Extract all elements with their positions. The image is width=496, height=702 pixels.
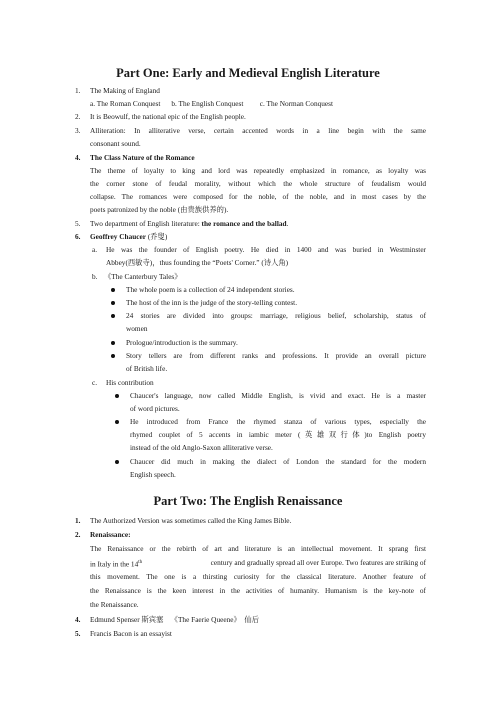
- contribution-bullet-2: He introduced from France the rhymed stanza of various types, especially the: [130, 417, 426, 426]
- renaissance-para-line-5: the Renaissance.: [90, 600, 139, 609]
- bullet-icon: [115, 460, 119, 464]
- contribution-bullet-3-cont: English speech.: [130, 470, 176, 479]
- item-1-number: 1.: [75, 86, 81, 95]
- renaissance-para-line-1: The Renaissance or the rebirth of art and literature is an intellectual movement. It sprang first: [90, 544, 426, 553]
- p2-item-4-text: Edmund Spenser 斯宾塞 《The Faerie Queene》 仙后: [90, 615, 260, 624]
- renaissance-heading: Renaissance:: [90, 530, 131, 539]
- conquest-list: a. The Roman Conquest b. The English Conquest c. The Norman Conquest: [90, 99, 334, 108]
- item-3-text: Alliteration: In alliterative verse, certain accented words in a line begin with the same: [90, 126, 426, 135]
- romance-para-line-2: the corner stone of feudal morality, without which the whole structure of feudalism would: [90, 179, 426, 188]
- part-two-title: Part Two: The English Renaissance: [153, 494, 343, 508]
- tales-bullet-5: Story tellers are from different ranks and professions. It provide an overall picture: [126, 351, 426, 360]
- item-4-heading: The Class Nature of the Romance: [90, 153, 195, 162]
- contribution-bullet-2-cont-2: instead of the old Anglo-Saxon alliterative verse.: [130, 443, 273, 452]
- item-4-number: 4.: [75, 153, 81, 162]
- renaissance-para-line-3: this movement. The one is a thirsting curiosity for the classical literature. Another feature of: [90, 572, 426, 581]
- bullet-icon: [111, 341, 115, 345]
- p2-item-5-text: Francis Bacon is an essayist: [90, 629, 172, 638]
- bullet-icon: [115, 394, 119, 398]
- bullet-icon: [111, 301, 115, 305]
- p2-item-5-number: 5.: [75, 629, 81, 638]
- tales-bullet-1: The whole poem is a collection of 24 independent stories.: [126, 285, 295, 294]
- renaissance-para-line-2: in Italy in the 14th century and gradually spread all over Europe. Two features are striking of: [90, 558, 426, 569]
- item-2-text: It is Beowulf, the national epic of the English people.: [90, 112, 246, 121]
- item-3-number: 3.: [75, 126, 81, 135]
- contribution-bullet-2-cont-1: rhymed couplet of 5 accents in iambic meter (英雄双行体)to English poetry: [130, 430, 426, 439]
- item-5-number: 5.: [75, 219, 81, 228]
- p2-item-2-number: 2.: [75, 530, 81, 539]
- tales-bullet-4: Prologue/introduction is the summary.: [126, 338, 238, 347]
- bullet-icon: [111, 288, 115, 292]
- tales-bullet-3-cont: women: [126, 324, 148, 333]
- item-2-number: 2.: [75, 112, 81, 121]
- chaucer-c-label: c.: [92, 378, 98, 387]
- contribution-bullet-1: Chaucer's language, now called Middle English, is vivid and exact. He is a master: [130, 391, 426, 400]
- contribution-heading: His contribution: [106, 378, 154, 387]
- bullet-icon: [111, 354, 115, 358]
- item-1-text: The Making of England: [90, 86, 160, 95]
- tales-bullet-5-cont: of British life.: [126, 364, 168, 373]
- tales-bullet-3: 24 stories are divided into groups: marriage, religious belief, scholarship, status of: [126, 311, 426, 320]
- contribution-bullet-1-cont: of word pictures.: [130, 404, 180, 413]
- romance-para-line-3: collapse. The romances were composed for the noble, of the noble, and in most cases by the: [90, 192, 426, 201]
- item-6-heading: Geoffrey Chaucer (乔叟): [90, 232, 168, 241]
- chaucer-a-line-1: He was the founder of English poetry. He died in 1400 and was buried in Westminster: [106, 245, 426, 254]
- item-6-number: 6.: [75, 232, 81, 241]
- chaucer-b-label: b.: [92, 272, 98, 281]
- canterbury-tales-title: 《The Canterbury Tales》: [104, 272, 182, 281]
- item-5-text: Two department of English literature: the romance and the ballad.: [90, 219, 289, 228]
- part-one-title: Part One: Early and Medieval English Literature: [116, 66, 380, 80]
- renaissance-para-line-4: the Renaissance is the keen interest in the activities of humanity. Humanism is the key-note of: [90, 586, 426, 595]
- item-3-continuation: consonant sound.: [90, 139, 141, 148]
- p2-item-4-number: 4.: [75, 615, 81, 624]
- contribution-bullet-3: Chaucer did much in making the dialect of London the standard for the modern: [130, 457, 426, 466]
- p2-item-1-number: 1.: [75, 516, 81, 525]
- p2-item-1-text: The Authorized Version was sometimes called the King James Bible.: [90, 516, 292, 525]
- chaucer-a-label: a.: [92, 245, 98, 254]
- bullet-icon: [115, 420, 119, 424]
- item-3-line: [90, 126, 426, 135]
- romance-para-line-1: The theme of loyalty to king and lord was repeatedly emphasized in romance, as loyalty was: [90, 166, 426, 175]
- tales-bullet-2: The host of the inn is the judge of the story-telling contest.: [126, 298, 298, 307]
- chaucer-a-line-2: Abbey(西敏寺)，thus founding the “Poets' Corner.” (诗人角): [106, 258, 289, 267]
- romance-para-line-4: poets patronized by the noble (由贵族供养的).: [90, 205, 229, 214]
- bullet-icon: [111, 314, 115, 318]
